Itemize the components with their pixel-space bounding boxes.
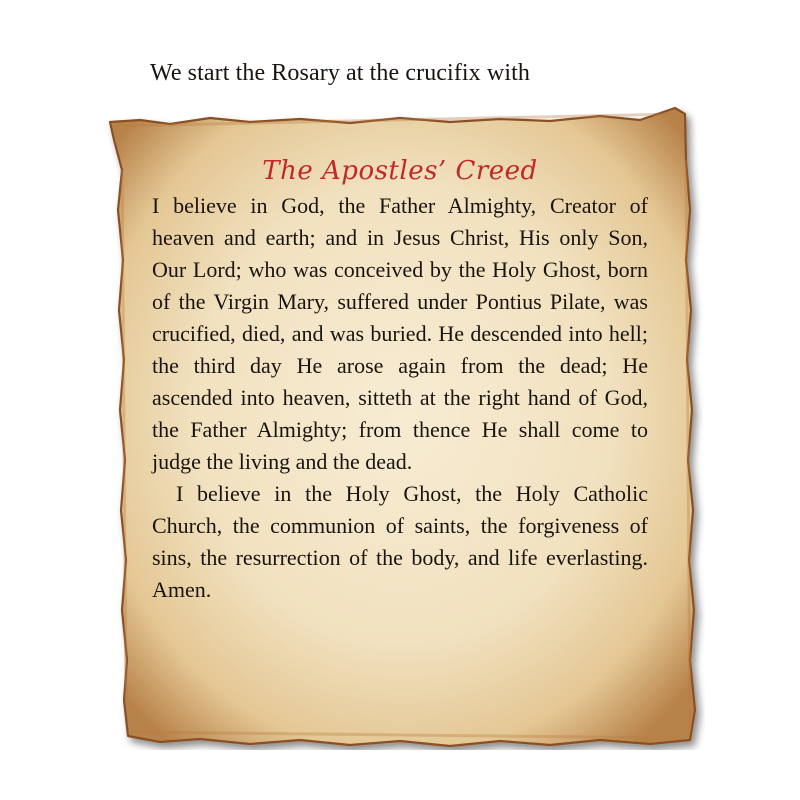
prayer-paragraph-2: I believe in the Holy Ghost, the Holy Catholic Church, the communion of saints, the forgiveness of sins, the resurrection of the body, and life everlasting. Amen. [152,481,648,602]
intro-text: We start the Rosary at the crucifix with [150,60,530,86]
prayer-paragraph-1: I believe in God, the Father Almighty, Creator of heaven and earth; and in Jesus Christ, His only Son, Our Lord; who was conceived by the Holy Ghost, born of the Virgin Mary, suffered under Pontius Pilate, was crucified, died, and was buried. He descended into hell; the third day He arose again from the dead; He ascended into heaven, sitteth at the right hand of God, the Father Almighty; from thence He shall come to judge the living and the dead. [152,193,648,474]
prayer-title: The Apostles’ Creed [262,156,538,186]
prayer-content [152,156,648,606]
parchment-card [100,100,705,750]
